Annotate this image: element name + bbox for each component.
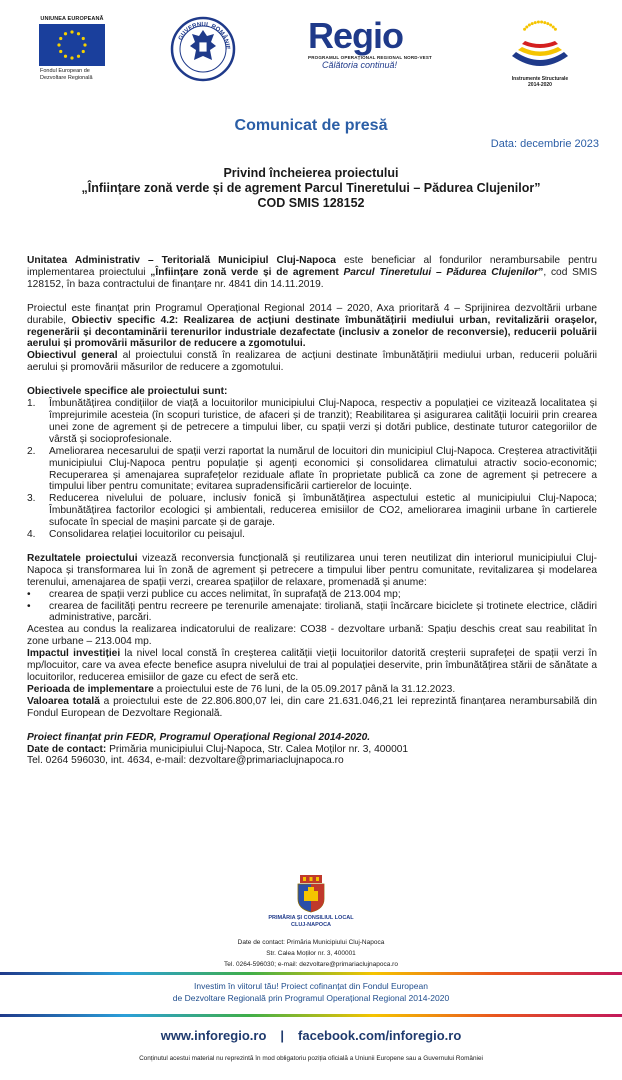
eu-star-icon [59, 50, 62, 53]
eu-star-icon [82, 50, 85, 53]
regio-program: PROGRAMUL OPERAȚIONAL REGIONAL NORD-VEST [308, 55, 433, 60]
header-logos [0, 0, 622, 100]
eu-star-icon [57, 43, 60, 46]
list-item: • crearea de spații verzi publice cu acces nelimitat, în suprafață de 213.004 mp; [27, 588, 401, 600]
funding-paragraph: Proiectul este finanțat prin Programul Operațional Regional 2014 – 2020, Axa prioritară 4 – Sprijinirea dezvoltării urbane durabile, Obiectiv specific 4.2: Realizarea de acțiuni destinate îmbunătățirii mediului urban, revitalizării orașelor, regenerării și decontaminării terenurilor industriale dezafectate (inclusiv a zonelor de reconversie), reducerii poluării aerului și promovării măsurilor de reducere a zgomotului. [27, 302, 597, 350]
eu-star-icon [70, 56, 73, 59]
eu-star-icon [82, 37, 85, 40]
results-list [27, 589, 597, 625]
objectives-list [27, 398, 597, 541]
cluj-crest-icon [294, 875, 328, 913]
rainbow-divider [0, 972, 622, 975]
list-item: 3. Reducerea nivelului de poluare, inclusiv fonică și îmbunătățirea aspectului estetic al municipiului Cluj-Napoca; Îmbunătățirea factorilor ecologici și ambientali, reducerea emisiilor de CO2, ameliorarea imaginii urbane în cartierele sufocate în special de mașini parcate și de garaje. [27, 493, 597, 529]
eu-star-icon [64, 32, 67, 35]
is-star-icon [552, 25, 555, 28]
is-star-icon [528, 24, 531, 27]
link-separator: | [280, 1028, 285, 1043]
list-item: 4. Consolidarea relației locuitorilor cu peisajul. [27, 529, 245, 541]
objectives-heading: Obiectivele specifice ale proiectului sunt: [27, 386, 228, 398]
instrumente-structurale-icon [500, 14, 580, 74]
disclaimer: Conținutul acestui material nu reprezintă în mod obligatoriu poziția oficială a Uniunii Europene sau a Guvernului României [139, 1055, 483, 1062]
is-star-icon [523, 28, 526, 31]
indicator-paragraph: Acestea au condus la realizarea indicatorului de realizare: CO38 - dezvoltare urbană: Spațiu deschis creat sau reabilitat în zone urbane – 213.004 mp. [27, 624, 597, 648]
inforegio-link[interactable]: www.inforegio.ro [160, 1028, 267, 1043]
project-subtitle: Privind încheierea proiectului „Înființare zonă verde și de agrement Parcul Tineretului – Pădurea Clujenilor” COD SMIS 128152 [81, 166, 541, 210]
is-star-icon [525, 25, 528, 28]
list-item: 1. Îmbunătățirea condițiilor de viață a locuitorilor municipiului Cluj-Napoca, respectiv a populației ce vizitează localitatea și împrejurimile acesteia (în scopuri turistice, de afaceri și de tranzit); Reabilitarea și asigurarea calității locuirii prin crearea unei zone de agrement și de petrecere a timpului liber, cu spații verzi și dotări publice, destinate tuturor categoriilor de vârstă și socioprofesionale. [27, 398, 597, 445]
period-paragraph: Perioada de implementare a proiectului este de 76 luni, de la 05.09.2017 până la 31.12.2023. [27, 683, 456, 695]
tel-paragraph: Tel. 0264 596030, int. 4634, e-mail: dezvoltare@primariaclujnapoca.ro [27, 755, 344, 767]
eu-star-icon [77, 55, 80, 58]
regio-slogan: Călătoria continuă! [322, 60, 398, 70]
instrumente-structurale-logo [500, 14, 580, 94]
press-body [27, 255, 597, 767]
city-hall-name: PRIMĂRIA ȘI CONSILIUL LOCAL CLUJ-NAPOCA [268, 915, 354, 928]
government-seal-icon [170, 16, 236, 82]
eu-star-icon [83, 43, 86, 46]
is-star-icon [543, 21, 546, 24]
press-date: Data: decembrie 2023 [490, 138, 599, 150]
footer-contact: Date de contact: Primăria Municipiului Cluj-Napoca Str. Calea Moților nr. 3, 400001 Tel. 0264-596030; e-mail: dezvoltare@primariaclujnapoca.ro [224, 939, 398, 968]
eu-logo [36, 16, 108, 81]
contact-paragraph: Date de contact: Primăria municipiului Cluj-Napoca, Str. Calea Moților nr. 3, 400001 [27, 743, 409, 755]
eu-title: UNIUNEA EUROPEANĂ [40, 16, 104, 22]
footer-links [0, 1028, 622, 1043]
funded-note: Proiect finanțat prin FEDR, Programul Operațional Regional 2014-2020. [27, 731, 371, 743]
list-item: • crearea de facilități pentru recreere pe terenurile amenajate: tiroliană, stații încărcare biciclete și trotinete electrice, clădiri administrative, parcări. [27, 600, 597, 624]
impact-paragraph: Impactul investiției la nivel local constă în creșterea calității vieții locuitorilor datorită creșterii suprafeței de spații verzi în mp/locuitor, care va avea efecte benefice asupra nivelului de trai al populației deservite, prin îmbunătățirea stării de sănătate a locuitorilor, reducerea emisiilor de gaze cu efect de seră etc. [27, 648, 597, 683]
eu-star-icon [64, 55, 67, 58]
facebook-link[interactable]: facebook.com/inforegio.ro [298, 1028, 462, 1043]
is-star-icon [546, 22, 549, 25]
list-item: 2. Ameliorarea necesarului de spații verzi raportat la numărul de locuitori din municipiul Cluj-Napoca. Creșterea atractivității municipiului Cluj-Napoca pentru populație și agenți economici și consolidarea climatului atractiv socio-economic; Recuperarea și amenajarea suprafețelor reziduale aflate în proprietate publică ca zone de agrement și petrecere a timpului liber pentru comunitate; evitarea supradensificării cartierelor de locuințe. [27, 445, 597, 493]
regio-wordmark: Regio [308, 15, 404, 56]
page-title: Comunicat de presă [234, 117, 388, 134]
eu-fund-text: Fondul European de Dezvoltare Regională [40, 68, 93, 81]
is-star-icon [554, 28, 557, 31]
eu-flag-icon [39, 24, 105, 66]
is-star-icon [531, 22, 534, 25]
city-hall-logo [0, 875, 622, 929]
is-star-icon [549, 24, 552, 27]
rainbow-divider [0, 1014, 622, 1017]
eu-star-icon [77, 32, 80, 35]
is-star-icon [537, 21, 540, 24]
general-objective-paragraph: Obiectivul general al proiectului constă în realizarea de acțiuni destinate îmbunătățirii mediului urban, reducerii poluării aerului și promovării măsurilor de reducere a zgomotului. [27, 350, 597, 374]
results-paragraph: Rezultatele proiectului vizează reconversia funcțională și reutilizarea unui teren neutilizat din interiorul municipiului Cluj-Napoca și transformarea lui în zonă de agrement și petrecere a timpului liber pentru comunitate, revitalizarea și modelarea terenului, amenajarea de spații verzi, crearea spațiilor de relaxare, promenadă și anume: [27, 552, 597, 588]
investment-slogan: Investim în viitorul tău! Proiect cofinanțat din Fondul European de Dezvoltare Regională prin Programul Operațional Regional 2014-2020 [172, 981, 450, 1003]
regio-logo [308, 15, 438, 80]
value-paragraph: Valoarea totală a proiectului este de 22.806.800,07 lei, din care 21.631.046,21 lei reprezintă finanțarea nerambursabilă din Fondul European de Dezvoltare Regională. [27, 695, 597, 719]
instrumente-structurale-text: Instrumente Structurale 2014-2020 [511, 76, 569, 88]
intro-paragraph: Unitatea Administrativ – Teritorială Municipiul Cluj-Napoca este beneficiar al fondurilor nerambursabile pentru implementarea proiectului „Înființare zonă verde și de agrement Parcul Tineretului – Pădurea Clujenilor”, cod SMIS 128152, în baza contractului de finanțare nr. 4841 din 14.11.2019. [27, 255, 598, 290]
is-star-icon [534, 21, 537, 24]
eu-star-icon [59, 37, 62, 40]
eu-star-icon [70, 30, 73, 33]
svg-text:GUVERNUL ROMÂNIEI: GUVERNUL ROMÂNIE [177, 21, 231, 50]
is-star-icon [540, 21, 543, 24]
